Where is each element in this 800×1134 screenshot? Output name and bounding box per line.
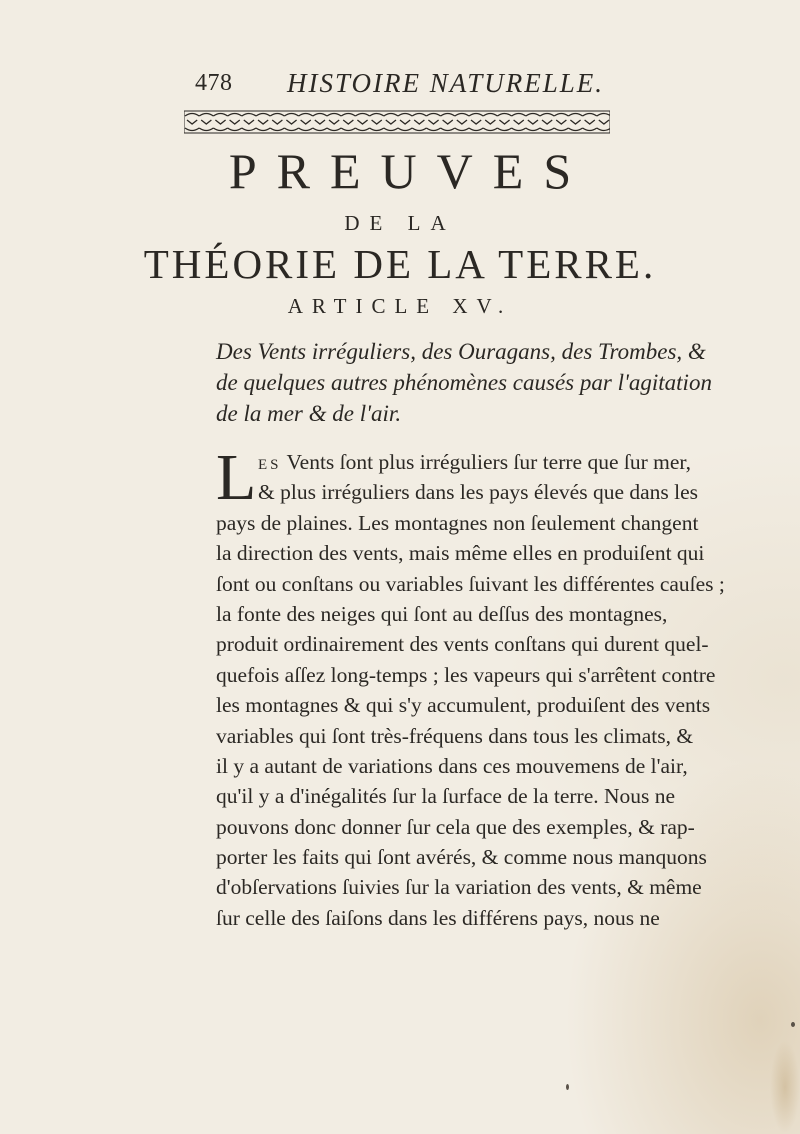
decorative-band: [184, 110, 610, 134]
ornament-chevron: [414, 120, 424, 124]
ornament-arc: [284, 114, 298, 117]
ornament-arc: [469, 128, 483, 131]
ornament-arc: [497, 128, 511, 131]
ornament-chevron: [244, 120, 254, 124]
body-line: ſur celle des ſaiſons dans les différens pays, nous ne: [216, 905, 660, 930]
ornament-chevron: [443, 120, 453, 124]
ornament-arc: [398, 128, 412, 131]
ornament-chevron: [329, 120, 339, 124]
ornament-arc: [199, 114, 213, 117]
body-line: ſont ou conſtans ou variables ſuivant les différentes cauſes ;: [216, 571, 725, 596]
ornament-arc: [568, 114, 582, 117]
ornament-arc: [313, 128, 327, 131]
ornament-arc: [327, 114, 341, 117]
ornament-chevron: [272, 120, 282, 124]
body-line: variables qui ſont très-fréquens dans tous les climats, &: [216, 723, 694, 748]
ornament-chevron: [315, 120, 325, 124]
ornament-arc: [426, 128, 440, 131]
ornament-arc: [455, 114, 469, 117]
ornament-arc: [341, 114, 355, 117]
body-line: les montagnes & qui s'y accumulent, produiſent des vents: [216, 693, 711, 718]
ornament-chevron: [230, 120, 240, 124]
ornament-arc: [327, 128, 341, 131]
ornament-arc: [242, 128, 256, 131]
ornament-chevron: [201, 120, 211, 124]
ornament-arc: [256, 128, 270, 131]
ornament-arc: [441, 128, 455, 131]
section-title-de-la: DE LA: [344, 211, 456, 235]
ornament-arc: [583, 128, 597, 131]
body-line: quefois aſſez long-temps ; les vapeurs qui s'arrêtent contre: [216, 662, 716, 687]
ornament-arc: [426, 114, 440, 117]
body-line: qu'il y a d'inégalités ſur la ſurface de la terre. Nous ne: [216, 784, 676, 809]
ornament-arc: [412, 114, 426, 117]
ornament-arc: [412, 128, 426, 131]
paper-speck: [791, 1022, 795, 1027]
ornament-arc: [483, 128, 497, 131]
ornament-chevron: [187, 120, 197, 124]
ornament-chevron: [542, 120, 552, 124]
ornament-chevron: [400, 120, 410, 124]
ornament-arc: [228, 128, 242, 131]
ornament-arc: [398, 114, 412, 117]
body-line: d'obſervations ſuivies ſur la variation des vents, & même: [216, 875, 702, 900]
ornament-arc: [299, 128, 313, 131]
ornament-arc: [185, 114, 199, 117]
ornament-chevron: [357, 120, 367, 124]
ornament-arc: [441, 114, 455, 117]
ornament-arc: [199, 128, 213, 131]
body-line: il y a autant de variations dans ces mouvemens de l'air,: [216, 753, 688, 778]
ornament-chevron: [343, 120, 353, 124]
ornament-arc: [355, 128, 369, 131]
ornament-arc: [540, 128, 554, 131]
drop-cap: L: [216, 441, 257, 514]
ornament-chevron: [556, 120, 566, 124]
subtitle-line: de quelques autres phénomènes causés par l'agitation: [216, 370, 712, 395]
paper-speck: [566, 1084, 569, 1090]
ornament-chevron: [471, 120, 481, 124]
ornament-chevron: [301, 120, 311, 124]
ornament-arc: [228, 114, 242, 117]
running-head: [195, 68, 615, 102]
body-line: porter les faits qui ſont avérés, & comme nous manquons: [216, 845, 707, 870]
paper-stain: [770, 1040, 800, 1134]
first-word-caps: ES: [258, 457, 282, 473]
ornament-arc: [355, 114, 369, 117]
ornament-arc: [341, 128, 355, 131]
ornament-chevron: [457, 120, 467, 124]
body-line: & plus irréguliers dans les pays élevés que dans les: [258, 480, 699, 505]
ornament-arc: [370, 114, 384, 117]
ornament-arc: [568, 128, 582, 131]
running-title: HISTOIRE NATURELLE.: [287, 68, 605, 98]
ornament-arc: [554, 128, 568, 131]
ornament-arc: [554, 114, 568, 117]
body-line: ES Vents ſont plus irréguliers ſur terre que ſur mer,: [258, 450, 692, 474]
ornament-arc: [185, 128, 199, 131]
section-title-proofs: PREUVES: [228, 143, 592, 199]
body-line: pays de plaines. Les montagnes non ſeulement changent: [216, 510, 699, 535]
page-number: 478: [195, 70, 233, 96]
ornament-arc: [540, 114, 554, 117]
ornament-arc: [384, 114, 398, 117]
ornament-chevron: [514, 120, 524, 124]
subtitle-line: de la mer & de l'air.: [216, 401, 402, 426]
ornament-arc: [242, 114, 256, 117]
body-line: pouvons donc donner ſur cela que des exemples, & rap-: [216, 814, 695, 839]
ornament-arc: [597, 128, 610, 131]
ornament-chevron: [215, 120, 225, 124]
subtitle-line: Des Vents irréguliers, des Ouragans, des Trombes, &: [216, 339, 706, 364]
section-title-theory: THÉORIE DE LA TERRE.: [143, 241, 657, 287]
ornament-arc: [213, 128, 227, 131]
ornament-arc: [256, 114, 270, 117]
body-line: produit ordinairement des vents conſtans qui durent quel-: [216, 632, 709, 657]
ornament-arc: [370, 128, 384, 131]
ornament-chevron: [386, 120, 396, 124]
ornament-chevron: [258, 120, 268, 124]
article-number: ARTICLE XV.: [287, 294, 513, 318]
article-subtitle: [216, 336, 736, 429]
ornament-arc: [284, 128, 298, 131]
ornament-arc: [497, 114, 511, 117]
body-line: la direction des vents, mais même elles en produiſent qui: [216, 541, 705, 566]
ornament-arc: [299, 114, 313, 117]
ornament-arc: [270, 128, 284, 131]
ornament-arc: [384, 128, 398, 131]
body-line: la fonte des neiges qui ſont au deſſus des montagnes,: [216, 601, 668, 626]
ornament-arc: [597, 114, 610, 117]
ornament-chevron: [499, 120, 509, 124]
ornament-arc: [526, 114, 540, 117]
ornament-arc: [469, 114, 483, 117]
body-paragraph: [216, 441, 780, 933]
ornament-arc: [526, 128, 540, 131]
ornament-arc: [583, 114, 597, 117]
ornament-arc: [512, 114, 526, 117]
ornament-arc: [270, 114, 284, 117]
ornament-chevron: [428, 120, 438, 124]
ornament-chevron: [528, 120, 538, 124]
ornament-arc: [512, 128, 526, 131]
ornament-chevron: [372, 120, 382, 124]
ornament-arc: [483, 114, 497, 117]
ornament-arc: [213, 114, 227, 117]
ornament-chevron: [286, 120, 296, 124]
ornament-arc: [313, 114, 327, 117]
ornament-chevron: [485, 120, 495, 124]
ornament-chevron: [599, 120, 609, 124]
ornament-chevron: [570, 120, 580, 124]
ornament-arc: [455, 128, 469, 131]
ornament-chevron: [585, 120, 595, 124]
